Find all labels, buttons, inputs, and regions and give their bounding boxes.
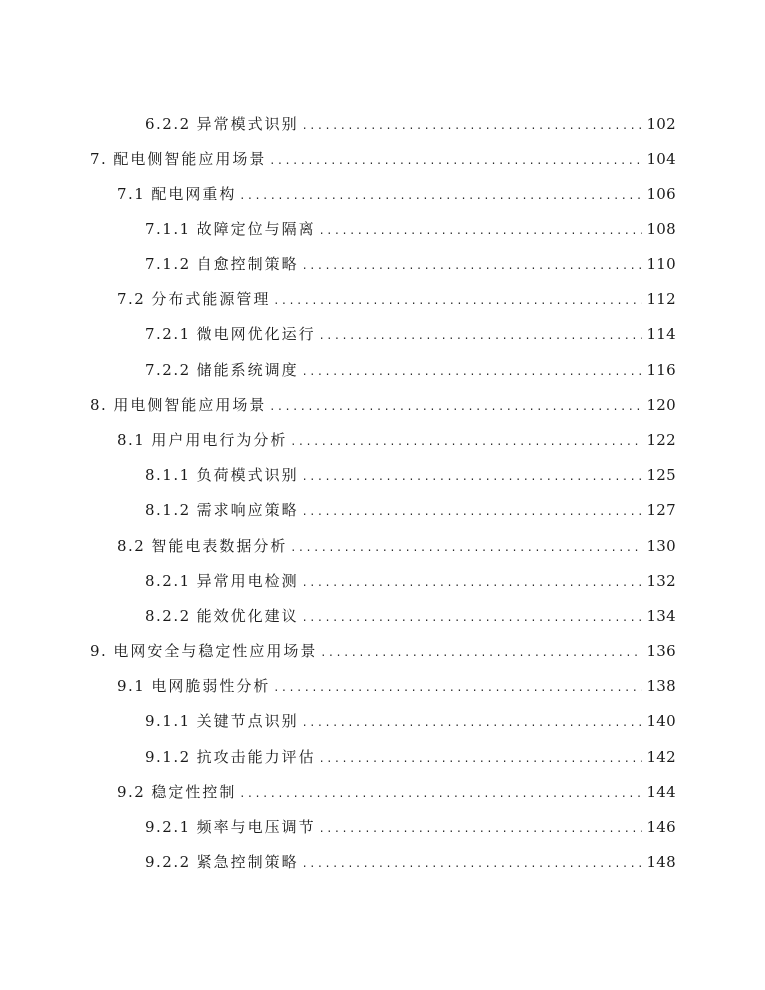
- toc-entry-page: 114: [646, 325, 676, 343]
- toc-dot-leader: [321, 642, 642, 662]
- toc-entry-number: 8.1: [117, 431, 146, 449]
- toc-entry-number: 8.: [90, 396, 108, 414]
- toc-dot-leader: [270, 150, 642, 170]
- toc-entry-title: 抗攻击能力评估: [196, 748, 316, 766]
- toc-entry-page: 112: [646, 290, 676, 308]
- toc-entry-number: 9.2.2: [145, 853, 191, 871]
- toc-entry-title: 紧急控制策略: [196, 853, 299, 871]
- toc-entry-number: 8.2.1: [145, 572, 191, 590]
- toc-entry-page: 125: [646, 466, 676, 484]
- toc-dot-leader: [303, 607, 643, 627]
- toc-entry-title: 配电网重构: [151, 185, 237, 203]
- toc-entry-number: 9.1.2: [145, 748, 191, 766]
- toc-entry-number: 7.: [90, 150, 108, 168]
- toc-dot-leader: [320, 220, 643, 240]
- toc-entry-number: 8.2: [117, 537, 146, 555]
- toc-entry-page: 127: [646, 501, 676, 519]
- toc-entry-number: 8.2.2: [145, 607, 191, 625]
- toc-entry-page: 138: [646, 677, 676, 695]
- toc-entry-number: 7.1.1: [145, 220, 191, 238]
- toc-entry-page: 102: [646, 115, 676, 133]
- toc-dot-leader: [274, 290, 642, 310]
- toc-entry-title: 负荷模式识别: [196, 466, 299, 484]
- toc-entry-page: 130: [646, 537, 676, 555]
- toc-entry-title: 自愈控制策略: [196, 255, 299, 273]
- toc-entry-number: 9.2.1: [145, 818, 191, 836]
- toc-entry[interactable]: [145, 605, 676, 627]
- toc-entry[interactable]: [145, 710, 676, 732]
- toc-entry-title: 频率与电压调节: [196, 818, 316, 836]
- toc-entry-number: 7.2: [117, 290, 146, 308]
- toc-entry-number: 9.1.1: [145, 712, 191, 730]
- toc-entry-title: 故障定位与隔离: [196, 220, 316, 238]
- toc-entry-title: 异常用电检测: [196, 572, 299, 590]
- toc-entry[interactable]: [117, 429, 676, 451]
- toc-dot-leader: [303, 501, 643, 521]
- toc-dot-leader: [303, 572, 643, 592]
- toc-entry-page: 108: [646, 220, 676, 238]
- toc-entry-title: 智能电表数据分析: [151, 537, 288, 555]
- toc-entry-number: 7.2.2: [145, 361, 191, 379]
- toc-entry[interactable]: [145, 359, 676, 381]
- toc-entry-page: 116: [646, 361, 676, 379]
- toc-dot-leader: [291, 537, 642, 557]
- toc-entry[interactable]: [90, 394, 676, 416]
- toc-entry-title: 用电侧智能应用场景: [113, 396, 267, 414]
- toc-entry[interactable]: [145, 464, 676, 486]
- toc-entry-number: 7.1.2: [145, 255, 191, 273]
- toc-dot-leader: [240, 783, 642, 803]
- toc-dot-leader: [274, 677, 642, 697]
- toc-entry-page: 104: [646, 150, 676, 168]
- toc-entry[interactable]: [90, 640, 676, 662]
- toc-dot-leader: [303, 255, 643, 275]
- toc-entry-page: 146: [646, 818, 676, 836]
- toc-dot-leader: [303, 466, 643, 486]
- toc-dot-leader: [320, 818, 643, 838]
- toc-entry-number: 9.: [90, 642, 108, 660]
- toc-entry-number: 7.2.1: [145, 325, 191, 343]
- toc-entry-title: 稳定性控制: [151, 783, 237, 801]
- toc-entry-title: 分布式能源管理: [151, 290, 271, 308]
- toc-entry-page: 110: [646, 255, 676, 273]
- toc-dot-leader: [320, 325, 643, 345]
- toc-dot-leader: [303, 115, 643, 135]
- toc-dot-leader: [303, 853, 643, 873]
- toc-entry[interactable]: [145, 323, 676, 345]
- toc-dot-leader: [291, 431, 642, 451]
- toc-dot-leader: [303, 712, 643, 732]
- toc-entry-number: 9.1: [117, 677, 146, 695]
- toc-entry-number: 8.1.1: [145, 466, 191, 484]
- toc-entry[interactable]: [117, 781, 676, 803]
- toc-entry-page: 122: [646, 431, 676, 449]
- toc-entry-page: 148: [646, 853, 676, 871]
- toc-entry-title: 微电网优化运行: [196, 325, 316, 343]
- toc-entry-page: 136: [646, 642, 676, 660]
- toc-entry[interactable]: [145, 816, 676, 838]
- toc-entry[interactable]: [145, 253, 676, 275]
- toc-entry-title: 电网安全与稳定性应用场景: [113, 642, 318, 660]
- toc-entry-page: 106: [646, 185, 676, 203]
- toc-entry-page: 142: [646, 748, 676, 766]
- toc-entry[interactable]: [145, 746, 676, 768]
- toc-entry[interactable]: [117, 288, 676, 310]
- toc-entry-number: 7.1: [117, 185, 146, 203]
- toc-entry-page: 140: [646, 712, 676, 730]
- toc-entry[interactable]: [117, 183, 676, 205]
- toc-dot-leader: [303, 361, 643, 381]
- toc-entry[interactable]: [117, 535, 676, 557]
- toc-entry-number: 6.2.2: [145, 115, 191, 133]
- toc-entry-title: 储能系统调度: [196, 361, 299, 379]
- toc-entry-title: 需求响应策略: [196, 501, 299, 519]
- toc-entry[interactable]: [145, 218, 676, 240]
- toc-entry[interactable]: [145, 570, 676, 592]
- toc-dot-leader: [270, 396, 642, 416]
- toc-entry[interactable]: [117, 675, 676, 697]
- toc-entry-page: 120: [646, 396, 676, 414]
- toc-entry-title: 能效优化建议: [196, 607, 299, 625]
- toc-entry-title: 配电侧智能应用场景: [113, 150, 267, 168]
- toc-entry[interactable]: [90, 148, 676, 170]
- toc-dot-leader: [320, 748, 643, 768]
- toc-entry[interactable]: [145, 113, 676, 135]
- toc-entry-number: 8.1.2: [145, 501, 191, 519]
- toc-entry-number: 9.2: [117, 783, 146, 801]
- toc-entry[interactable]: [145, 851, 676, 873]
- toc-entry-page: 134: [646, 607, 676, 625]
- toc-entry-page: 144: [646, 783, 676, 801]
- toc-entry-title: 电网脆弱性分析: [151, 677, 271, 695]
- toc-entry-title: 异常模式识别: [196, 115, 299, 133]
- toc-entry[interactable]: [145, 499, 676, 521]
- toc-entry-page: 132: [646, 572, 676, 590]
- toc-dot-leader: [240, 185, 642, 205]
- toc-entry-title: 用户用电行为分析: [151, 431, 288, 449]
- toc-entry-title: 关键节点识别: [196, 712, 299, 730]
